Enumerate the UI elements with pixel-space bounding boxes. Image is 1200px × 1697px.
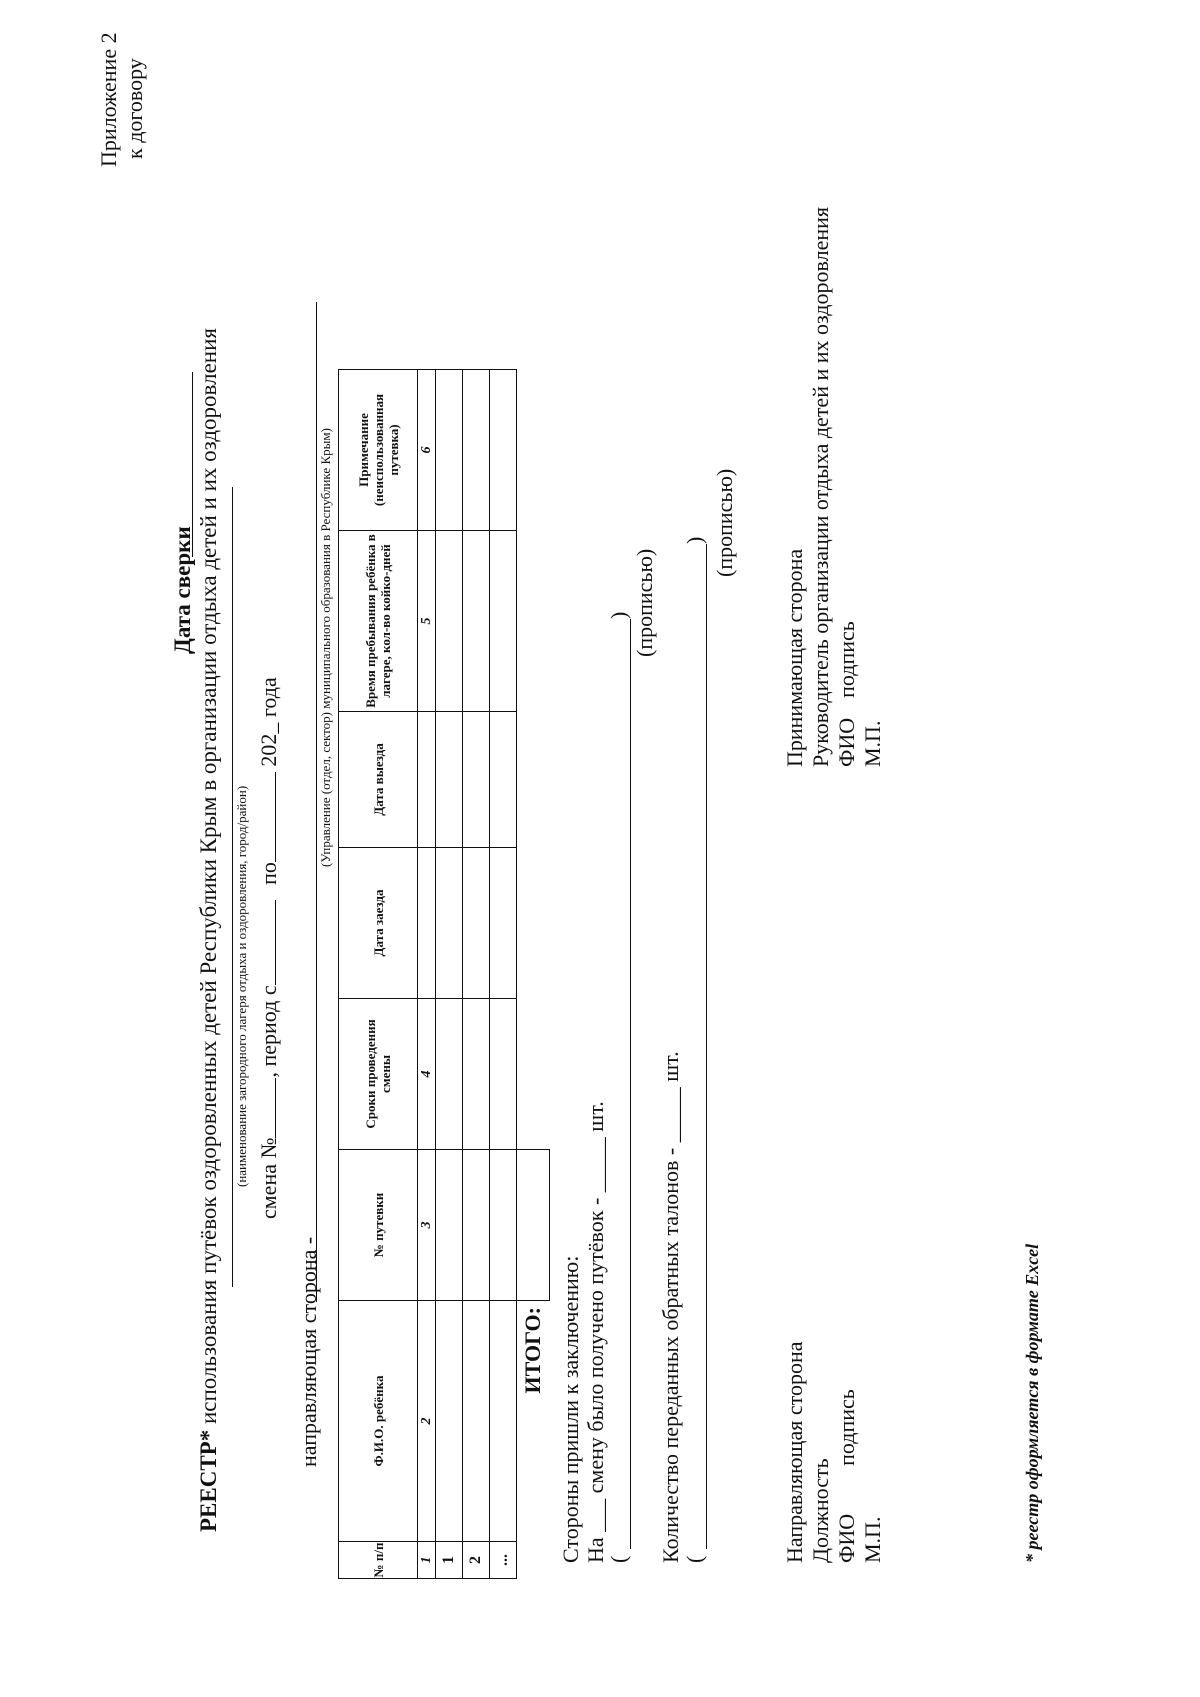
table-cell[interactable] (490, 848, 517, 999)
table-cell[interactable] (463, 1301, 490, 1542)
sender-stamp: М.П. (860, 1516, 885, 1563)
sender-signature: подпись (834, 1389, 859, 1466)
table-cell[interactable] (463, 370, 490, 531)
row-number: ... (490, 1542, 517, 1579)
table-cell[interactable] (490, 370, 517, 531)
session-row (256, 677, 282, 1219)
sender-fio: ФИО (834, 1513, 859, 1563)
annex-line-1: Приложение 2 (96, 32, 121, 167)
table-cell[interactable] (490, 1301, 517, 1542)
reconciliation-date-line (192, 372, 193, 557)
receiver-signature: подпись (834, 621, 859, 698)
receiver-fio-row (834, 207, 860, 767)
reconciliation-date-label: Дата сверки (170, 526, 195, 654)
header-departure-date: Дата выезда (339, 712, 418, 848)
column-number (418, 848, 436, 999)
receiver-fio: ФИО (834, 717, 859, 767)
header-session-dates: Сроки проведения смены (339, 999, 418, 1150)
annex-label (96, 32, 148, 167)
column-number: 1 (418, 1542, 436, 1579)
header-note: Примечание (неиспользованная путевка) (339, 370, 418, 531)
document-title (196, 328, 222, 1532)
column-number: 5 (418, 531, 436, 712)
receiver-stamp: М.П. (860, 720, 885, 767)
camp-name-line (232, 487, 233, 1287)
words-hint-1: (прописью) (632, 548, 657, 657)
year-label: 202_ года (256, 677, 281, 767)
period-from-label: , период с (256, 985, 281, 1078)
sender-caption: (Управление (отдел, сектор) муниципального образования в Республике Крым) (318, 428, 333, 867)
close-paren: ) (606, 611, 631, 619)
period-to-label: по (256, 862, 281, 885)
sender-role: Направляющая сторона (782, 1341, 807, 1563)
table-cell[interactable] (436, 999, 463, 1150)
conclusion-line-3: Количество переданных обратных талонов - _____ шт. (658, 1051, 683, 1563)
conclusion-line-2: На ___ смену было получено путёвок - _____ шт. (583, 1101, 608, 1563)
sender-position: Должность (808, 1458, 833, 1563)
sender-line (316, 302, 317, 1302)
header-arrival-date: Дата заезда (339, 848, 418, 999)
period-to-blank (257, 772, 276, 862)
table-cell[interactable] (436, 1150, 463, 1301)
header-stay-duration: Время пребывания ребёнка в лагере, кол-во койко-дней (339, 531, 418, 712)
sender-fio-row (834, 1342, 860, 1563)
receiver-role: Принимающая сторона (782, 548, 807, 767)
annex-line-2: к договору (122, 58, 147, 159)
table-cell[interactable] (436, 712, 463, 848)
table-cell[interactable] (436, 848, 463, 999)
table-cell[interactable] (490, 1150, 517, 1301)
column-number: 6 (418, 370, 436, 531)
words-hint-2: (прописью) (712, 468, 737, 577)
table-cell[interactable] (463, 999, 490, 1150)
table-cell[interactable] (463, 848, 490, 999)
receiver-position: Руководитель организации отдыха детей и их оздоровления (808, 206, 833, 767)
table-cell[interactable] (490, 999, 517, 1150)
table-header-row (339, 370, 418, 1579)
table-cell[interactable] (490, 531, 517, 712)
table-cell[interactable] (490, 712, 517, 848)
registry-table (338, 369, 550, 1579)
table-total-row (517, 370, 550, 1579)
column-number: 4 (418, 999, 436, 1150)
total-spacer (517, 370, 550, 1150)
close-paren: ) (682, 536, 707, 544)
title-rest: использования путёвок оздоровленных детей Республики Крым в организации отдыха детей и их оздоровления (196, 328, 221, 1430)
column-number: 3 (418, 1150, 436, 1301)
shift-label: смена № (256, 1137, 281, 1219)
row-number: 2 (463, 1542, 490, 1579)
row-number: 1 (436, 1542, 463, 1579)
conclusion-line-1: Стороны пришли к заключению: (558, 1255, 583, 1563)
header-number: № п/п (339, 1542, 418, 1579)
sender-signature-block (782, 1342, 886, 1563)
table-row (436, 370, 463, 1579)
words-line-1 (630, 619, 631, 1549)
column-number (418, 712, 436, 848)
table-cell[interactable] (463, 1150, 490, 1301)
table-cell[interactable] (436, 531, 463, 712)
table-row (490, 370, 517, 1579)
table-column-number-row (418, 370, 436, 1579)
column-number: 2 (418, 1301, 436, 1542)
words-line-2 (706, 544, 707, 1549)
title-bold: РЕЕСТР* (196, 1429, 221, 1532)
table-cell[interactable] (436, 1301, 463, 1542)
table-row (463, 370, 490, 1579)
open-paren: ( (606, 1555, 631, 1563)
footnote: * реестр оформляется в формате Excel (1022, 1243, 1042, 1563)
table-cell[interactable] (463, 712, 490, 848)
open-paren: ( (682, 1555, 707, 1563)
receiver-signature-block (782, 207, 886, 767)
sender-label: направляющая сторона - (296, 1236, 321, 1467)
period-from-blank (257, 900, 276, 985)
total-voucher-cell[interactable] (517, 1150, 550, 1301)
camp-name-caption: (наименование загородного лагеря отдыха и оздоровления, город/район) (234, 785, 249, 1187)
header-voucher-number: № путевки (339, 1150, 418, 1301)
shift-blank (257, 1078, 276, 1138)
header-child-name: Ф.И.О. ребёнка (339, 1301, 418, 1542)
table-cell[interactable] (436, 370, 463, 531)
table-cell[interactable] (463, 531, 490, 712)
total-spacer (517, 1542, 550, 1579)
total-label: ИТОГО: (520, 1307, 545, 1394)
